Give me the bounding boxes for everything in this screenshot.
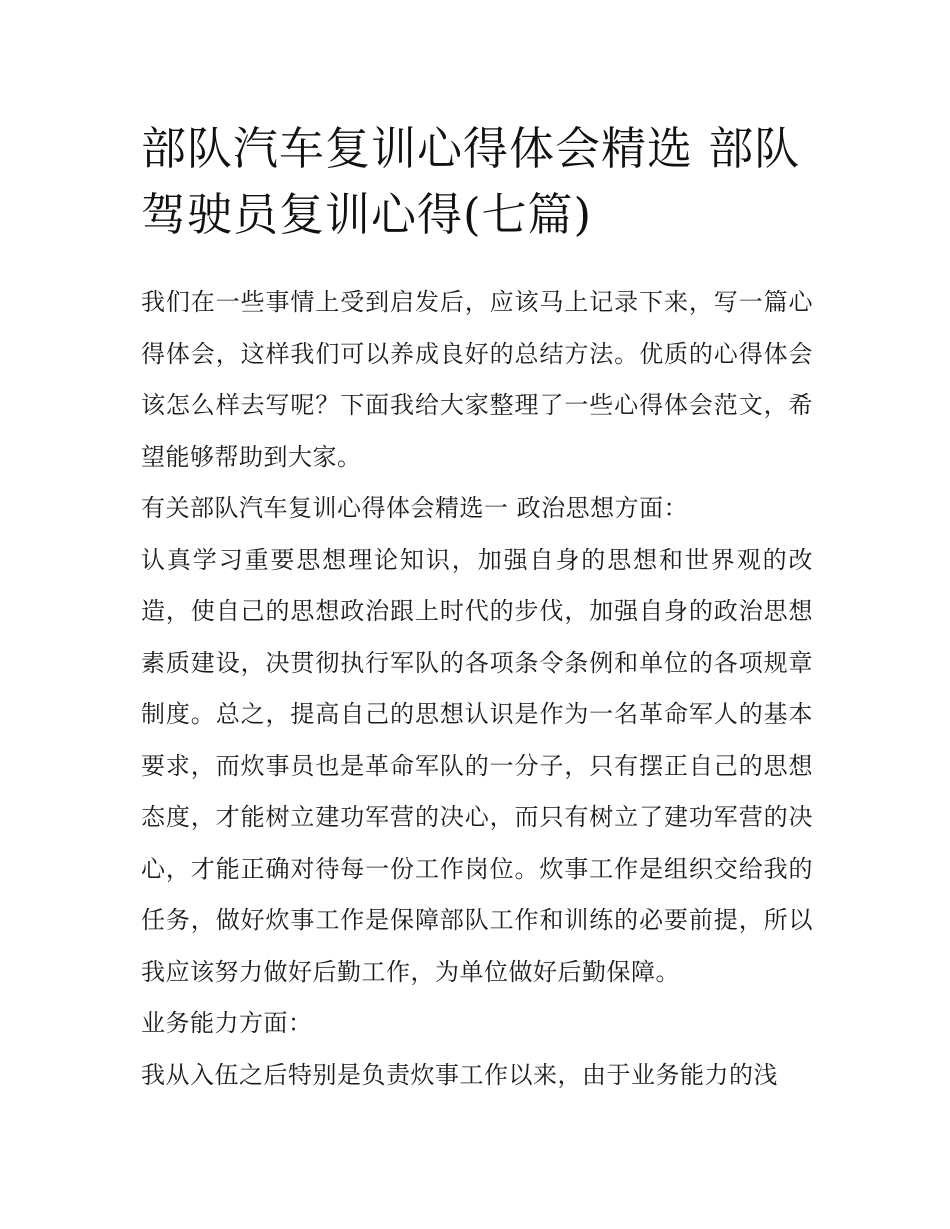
- politics-paragraph: 认真学习重要思想理论知识，加强自身的思想和世界观的改造，使自己的思想政治跟上时代的步伐，加强自身的政治思想素质建设，决贯彻执行军队的各项条令条例和单位的各项规章制度。总之，提高自己的思想认识是作为一名革命军人的基本要求，而炊事员也是革命军队的一分子，只有摆正自己的思想态度，才能树立建功军营的决心，而只有树立了建功军营的决心，才能正确对待每一份工作岗位。炊事工作是组织交给我的任务，做好炊事工作是保障部队工作和训练的必要前提，所以我应该努力做好后勤工作，为单位做好后勤保障。: [141, 545, 813, 986]
- intro-paragraph: 我们在一些事情上受到启发后，应该马上记录下来，写一篇心得体会，这样我们可以养成良好的总结方法。优质的心得体会该怎么样去写呢？下面我给大家整理了一些心得体会范文，希望能够帮助到大家。: [141, 288, 813, 471]
- section-heading-skills: 业务能力方面：: [141, 1009, 313, 1037]
- section-heading-politics: 有关部队汽车复训心得体会精选一 政治思想方面：: [141, 494, 689, 522]
- document-title: 部队汽车复训心得体会精选 部队驾驶员复训心得(七篇): [141, 122, 801, 241]
- document-body: [141, 277, 813, 1101]
- skills-paragraph: 我从入伍之后特别是负责炊事工作以来，由于业务能力的浅: [141, 1060, 778, 1089]
